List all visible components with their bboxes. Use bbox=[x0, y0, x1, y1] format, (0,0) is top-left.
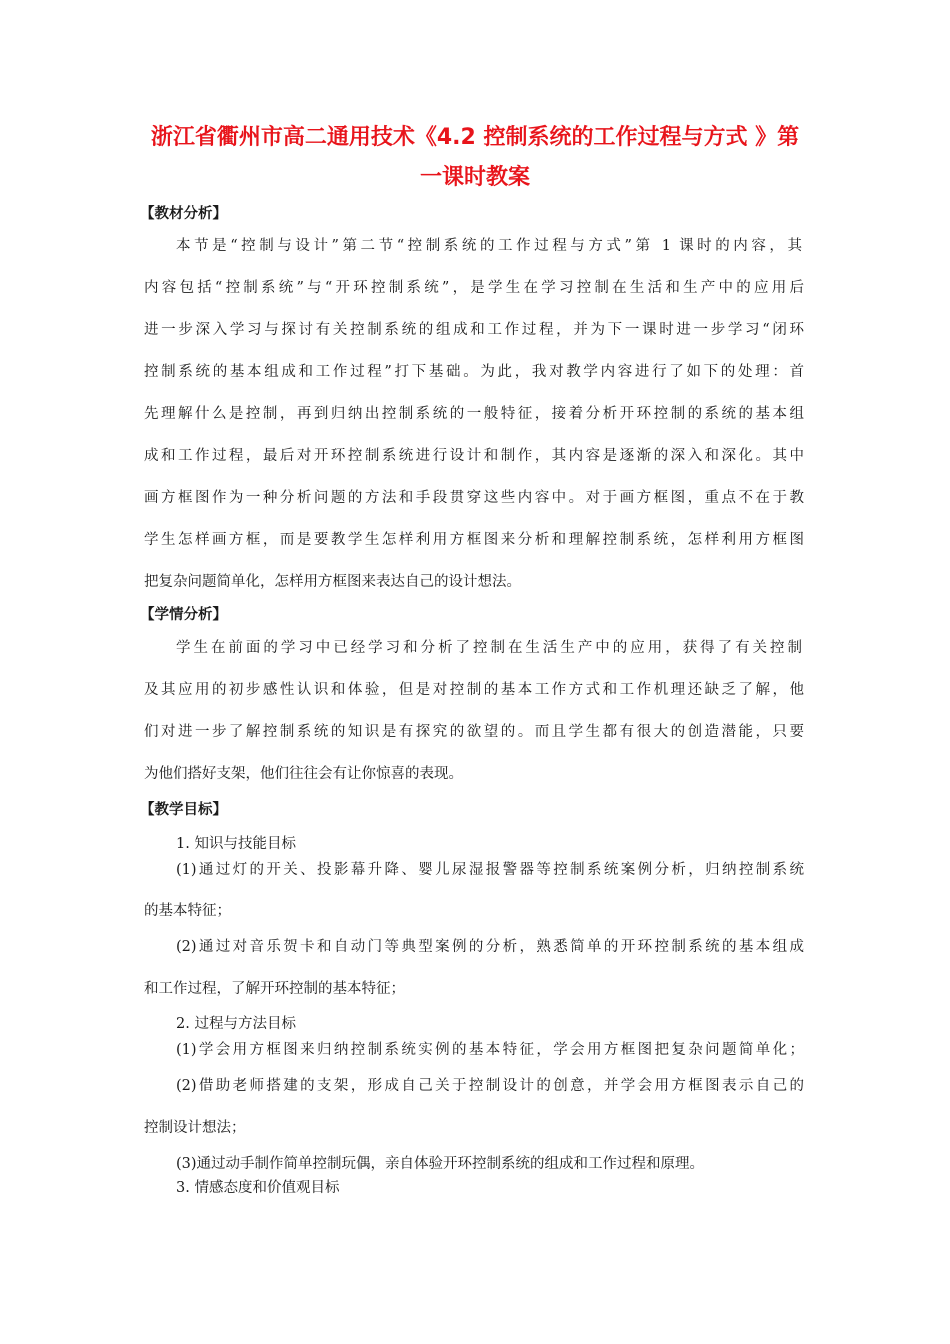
document-title bbox=[140, 118, 810, 198]
goal-item-line: (2)借助老师搭建的支架，形成自己关于控制设计的创意，并学会用方框图表示自己的 bbox=[176, 1078, 804, 1094]
paragraph-line: 控制系统的基本组成和工作过程”打下基础。为此，我对教学内容进行了如下的处理：首 bbox=[144, 364, 804, 380]
title-line-2: 一课时教案 bbox=[419, 165, 530, 190]
goal-item-line: (1)学会用方框图来归纳控制系统实例的基本特征，学会用方框图把复杂问题简单化； bbox=[176, 1042, 804, 1058]
section-heading-learner-analysis: 【学情分析】 bbox=[140, 607, 227, 623]
goal-heading: 3. 情感态度和价值观目标 bbox=[176, 1180, 340, 1196]
paragraph-line: 为他们搭好支架，他们往往会有让你惊喜的表现。 bbox=[144, 766, 463, 782]
goal-item-line: 的基本特征； bbox=[144, 903, 231, 919]
section-heading-teaching-goals: 【教学目标】 bbox=[140, 802, 227, 818]
paragraph-line: 画方框图作为一种分析问题的方法和手段贯穿这些内容中。对于画方框图，重点不在于教 bbox=[144, 490, 804, 506]
paragraph-line: 成和工作过程，最后对开环控制系统进行设计和制作，其内容是逐渐的深入和深化。其中 bbox=[144, 448, 804, 464]
paragraph-line: 进一步深入学习与探讨有关控制系统的组成和工作过程，并为下一课时进一步学习“闭环 bbox=[144, 322, 804, 338]
goal-item-line: (2)通过对音乐贺卡和自动门等典型案例的分析，熟悉简单的开环控制系统的基本组成 bbox=[176, 939, 804, 955]
paragraph-line: 及其应用的初步感性认识和体验，但是对控制的基本工作方式和工作机理还缺乏了解，他 bbox=[144, 682, 804, 698]
goal-item-line: (3)通过动手制作简单控制玩偶，亲自体验开环控制系统的组成和工作过程和原理。 bbox=[176, 1156, 705, 1172]
paragraph-line: 本节是“控制与设计”第二节“控制系统的工作过程与方式”第 1 课时的内容，其 bbox=[176, 238, 802, 254]
goal-heading: 2. 过程与方法目标 bbox=[176, 1016, 296, 1032]
goal-item-line: (1)通过灯的开关、投影幕升降、婴儿尿湿报警器等控制系统案例分析，归纳控制系统 bbox=[176, 862, 804, 878]
paragraph-line: 学生怎样画方框，而是要教学生怎样利用方框图来分析和理解控制系统，怎样利用方框图 bbox=[144, 532, 804, 548]
paragraph-line: 学生在前面的学习中已经学习和分析了控制在生活生产中的应用，获得了有关控制 bbox=[176, 640, 802, 656]
paragraph-line: 把复杂问题简单化，怎样用方框图来表达自己的设计想法。 bbox=[144, 574, 521, 590]
title-line-1: 浙江省衢州市高二通用技术《4.2 控制系统的工作过程与方式 》第 bbox=[150, 125, 800, 150]
section-heading-textbook-analysis: 【教材分析】 bbox=[140, 206, 227, 222]
paragraph-line: 内容包括“控制系统”与“开环控制系统”，是学生在学习控制在生活和生产中的应用后 bbox=[144, 280, 804, 296]
goal-item-line: 控制设计想法； bbox=[144, 1120, 246, 1136]
goal-heading: 1. 知识与技能目标 bbox=[176, 836, 296, 852]
paragraph-line: 先理解什么是控制，再到归纳出控制系统的一般特征，接着分析开环控制的系统的基本组 bbox=[144, 406, 804, 422]
goal-item-line: 和工作过程，了解开环控制的基本特征； bbox=[144, 981, 405, 997]
paragraph-line: 们对进一步了解控制系统的知识是有探究的欲望的。而且学生都有很大的创造潜能，只要 bbox=[144, 724, 804, 740]
